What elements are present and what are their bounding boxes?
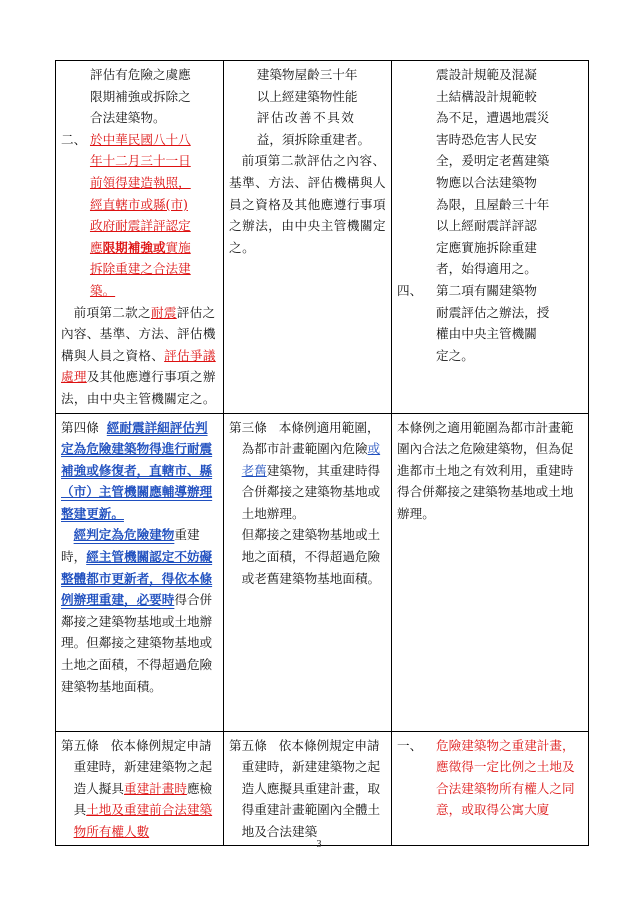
paragraph xyxy=(229,735,387,843)
item-2 xyxy=(61,129,219,302)
table-row xyxy=(56,61,589,414)
text-line: 築。 xyxy=(89,282,116,298)
text-span: 得合併鄰接之建築物基地或土地辦理。但鄰接之建築物基地或土地之面積，不得超過危險建築物基地面積。 xyxy=(61,592,213,694)
text-span: 依本條例規定申請重建時，新建建築物之起造人應擬具重建計畫，取得重建計畫範圍內全體土地及合法建築 xyxy=(241,737,381,839)
text-span: 應 xyxy=(89,239,103,255)
row3-proposed-cell xyxy=(56,731,224,846)
text-span: 重建時， xyxy=(61,527,200,565)
item-label: 一、 xyxy=(397,737,423,753)
text-line: 為限，且屋齡三十年 xyxy=(436,196,550,212)
text-line: 為不足，遭遇地震災 xyxy=(436,110,550,126)
paragraph: 本條例之適用範圍為都市計畫範圍內合法之危險建築物，但為促進都市土地之有效利用，重建時得合併鄰接之建築物基地或土地辦理。 xyxy=(397,419,574,521)
item-label: 四、 xyxy=(397,282,423,298)
text-span: 危險建築物之重建計畫，應徵得一定比例之土地及合法建築物所有權人之同意，或取得公寓大廈 xyxy=(436,737,575,818)
text-line: 於中華民國八十八 xyxy=(89,131,191,147)
text-line: 定之。 xyxy=(436,347,474,363)
text-line: 物應以合法建築物 xyxy=(436,174,537,190)
text-line: 第二項有關建築物 xyxy=(436,282,537,298)
text-line: 定應實施拆除重建 xyxy=(436,239,537,255)
text-line: 耐震評估之辦法，授 xyxy=(436,304,550,320)
row2-current-cell xyxy=(224,413,392,731)
text-span: 重建計畫時 xyxy=(123,780,187,796)
row1-current-cell xyxy=(224,61,392,414)
text-line: 建築物屋齡三十年 xyxy=(256,67,358,82)
text-line: 限期補強或拆除之 xyxy=(89,88,191,104)
text-line: 經直轄市或縣(市) xyxy=(89,196,188,212)
article-heading: 第五條 xyxy=(61,737,99,753)
text-span: 前項第二款之 xyxy=(73,304,151,320)
text-span: 經判定為危險建物 xyxy=(73,527,175,543)
text-line: 權由中央主管機關 xyxy=(436,326,537,342)
item-2-text xyxy=(90,129,219,302)
text-line: 政府耐震詳評認定 xyxy=(89,218,191,234)
text-line: 前領得建造執照， xyxy=(89,174,191,190)
paragraph: 但鄰接之建築物基地或土地之面積，不得超過危險或老舊建築物基地面積。 xyxy=(241,527,381,586)
text-line xyxy=(90,237,219,259)
paragraph xyxy=(61,417,219,525)
row2-explanation-cell xyxy=(392,413,589,731)
text-line: 年十二月三十一日 xyxy=(89,153,191,169)
text-line: 者，始得適用之。 xyxy=(436,261,537,277)
text-line: 評估改善不具效 xyxy=(256,110,356,126)
row1-explanation-cell xyxy=(392,61,589,414)
row3-current-cell xyxy=(224,731,392,846)
text-line: 震設計規範及混凝 xyxy=(436,67,537,82)
item-4 xyxy=(397,280,584,366)
text-span: 限期補強或 xyxy=(102,239,166,255)
row3-explanation-cell xyxy=(392,731,589,846)
article-heading: 第四條 xyxy=(61,419,99,435)
text-span: 應檢具 xyxy=(73,780,213,818)
paragraph xyxy=(61,524,219,697)
row1-proposed-cell xyxy=(56,61,224,414)
text-span: 耐震 xyxy=(150,304,177,320)
text-span: 評估之內容、基準、方法、評估機構與人員之資格、 xyxy=(61,304,216,363)
text-span: 實施 xyxy=(165,239,191,255)
text-span: 依本條例規定申請重建時，新建建築物之起造人擬具 xyxy=(73,737,213,796)
text-span: 評估爭議處理 xyxy=(61,347,216,385)
text-line: 全，爰明定老舊建築 xyxy=(436,153,550,169)
text-line: 以上經建築物性能 xyxy=(256,88,358,104)
text-line: 評估有危險之虞應 xyxy=(89,67,191,82)
comparison-table xyxy=(55,60,589,846)
text-span: 建築物，其重建時得合併鄰接之建築物基地或土地辦理。 xyxy=(241,462,381,521)
text-line: 合法建築物。 xyxy=(89,110,166,126)
article-heading: 第三條 xyxy=(229,419,267,435)
page-number: 3 xyxy=(316,839,322,850)
text-span: 經耐震詳細評估判定為危險建築物得進行耐震補強或修復者，直轄市、縣（市）主管機關應輔導辦理整建更新。 xyxy=(61,419,213,521)
text-span: 本條例適用範圍，為都市計畫範圍內危險 xyxy=(241,419,380,457)
item-1 xyxy=(397,735,584,821)
article-heading: 第五條 xyxy=(229,737,267,753)
text-line: 害時恐危害人民安 xyxy=(436,131,537,147)
text-span: 土地及重建前合法建築物所有權人數 xyxy=(73,802,213,839)
paragraph xyxy=(61,735,219,843)
text-span: 經主管機關認定不妨礙整體都市更新者，得依本條例辦理重建，必要時 xyxy=(61,549,213,608)
text-line: 土結構設計規範較 xyxy=(436,88,537,104)
paragraph: 前項第二款評估之內容、基準、方法、評估機構與人員之資格及其他應遵行事項之辦法，由中央主管機關定之。 xyxy=(229,153,387,255)
paragraph xyxy=(61,302,219,410)
row2-proposed-cell xyxy=(56,413,224,731)
table-row xyxy=(56,413,589,731)
text-line: 以上經耐震詳評認 xyxy=(436,218,537,234)
text-line: 益，須拆除重建者。 xyxy=(256,131,371,147)
paragraph xyxy=(229,417,387,525)
text-line: 拆除重建之合法建 xyxy=(89,261,191,277)
text-span: 或老舊 xyxy=(241,441,381,478)
text-span: 及其他應遵行事項之辦法，由中央主管機關定之。 xyxy=(61,369,216,406)
item-label: 二、 xyxy=(61,131,87,147)
table-row xyxy=(56,731,589,846)
